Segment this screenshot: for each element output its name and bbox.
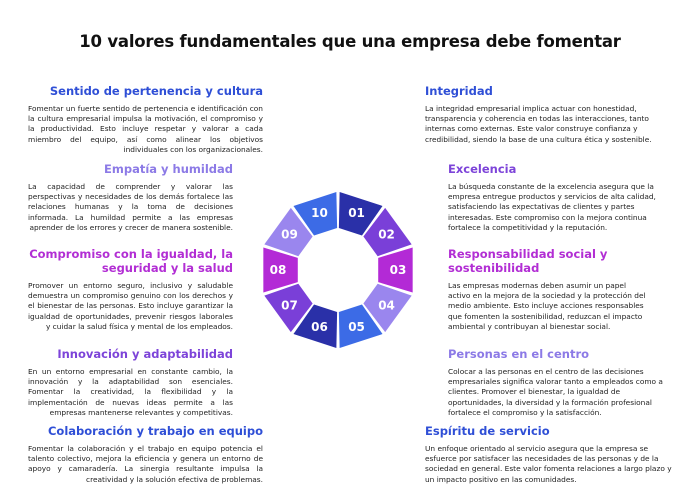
wheel-segment-label: 01 <box>348 205 365 220</box>
value-block-igualdad <box>28 247 233 332</box>
value-text: La capacidad de comprender y valorar las perspectivas y necesidades de los demás fortalece las relaciones humanas y la toma de decisiones informada. La humildad permite a las empresas aprender de los errores y crecer de manera sostenible. <box>28 182 233 232</box>
value-title: Compromiso con la igualdad, la seguridad y la salud <box>29 247 233 275</box>
value-text: La búsqueda constante de la excelencia asegura que la empresa entregue productos y servicios de alta calidad, satisfaciendo las expectativas de clientes y partes interesadas. Este compromiso con la mejora continua fortalece la competitividad y la reputación. <box>448 182 656 232</box>
wheel-segment-03 <box>378 247 412 292</box>
value-block-servicio <box>425 424 675 485</box>
value-block-responsabilidad <box>448 247 648 332</box>
value-block-integridad <box>425 84 675 145</box>
value-block-empatia <box>28 162 233 233</box>
value-title: Sentido de pertenencia y cultura <box>49 84 263 98</box>
wheel-segment-label: 07 <box>281 298 298 313</box>
value-title: Responsabilidad social y sostenibilidad <box>448 247 608 275</box>
wheel-segment-label: 02 <box>378 227 395 242</box>
wheel-segment-label: 03 <box>389 263 407 277</box>
value-text: En un entorno empresarial en constante cambio, la innovación y la adaptabilidad son esenciales. Fomentar la creatividad, la flexibilidad y la implementación de nuevas ideas permite a las empresas mantenerse relevantes y competitivas. <box>28 367 233 417</box>
value-block-innovacion <box>28 347 233 418</box>
wheel-segment-label: 05 <box>348 320 365 335</box>
value-title: Integridad <box>425 84 493 98</box>
page-title: 10 valores fundamentales que una empresa debe fomentar <box>79 32 621 51</box>
wheel-segment-label: 10 <box>311 205 328 220</box>
value-text: Promover un entorno seguro, inclusivo y saludable demuestra un compromiso genuino con los derechos y el bienestar de las personas. Esto incluye garantizar la igualdad de oportunidades, prevenir riesgos laborales y cuidar la salud física y mental de los empleados. <box>28 281 233 331</box>
value-title: Espíritu de servicio <box>425 424 550 438</box>
value-title: Personas en el centro <box>448 347 590 361</box>
values-wheel <box>258 190 418 350</box>
wheel-segment-label: 04 <box>378 298 395 313</box>
value-block-pertenencia <box>28 84 263 155</box>
value-text: Un enfoque orientado al servicio asegura que la empresa se esfuerce por satisfacer las necesidades de las personas y de la sociedad en general. Este valor fomenta relaciones a largo plazo y un impacto positivo en las comunidades. <box>425 444 672 484</box>
value-title: Colaboración y trabajo en equipo <box>47 424 263 438</box>
value-text: Fomentar la colaboración y el trabajo en equipo potencia el talento colectivo, mejora la eficiencia y genera un entorno de apoyo y camaradería. La sinergia resultante impulsa la creatividad y la solución efectiva de problemas. <box>28 444 263 484</box>
value-block-personas <box>448 347 675 418</box>
value-text: Colocar a las personas en el centro de las decisiones empresariales significa valorar tanto a empleados como a clientes. Promover el bienestar, la igualdad de oportunidades, la diversidad y la formación profesional fortalece el compromiso y la satisfacción. <box>448 367 663 417</box>
value-text: Las empresas modernas deben asumir un papel activo en la mejora de la sociedad y la protección del medio ambiente. Esto incluye acciones responsables que fomenten la sostenibilidad, reduzcan el impacto ambiental y contribuyan al bienestar social. <box>448 281 646 331</box>
value-title: Empatía y humildad <box>104 162 233 176</box>
value-title: Innovación y adaptabilidad <box>57 347 233 361</box>
wheel-segment-label: 08 <box>269 263 287 277</box>
value-text: Fomentar un fuerte sentido de pertenencia e identificación con la cultura empresarial impulsa la motivación, el compromiso y la productividad. Esto incluye respetar y valorar a cada miembro del equipo, así como alinear los objetivos individuales con los organizacionales. <box>28 104 263 154</box>
value-block-colaboracion <box>28 424 263 485</box>
wheel-segment-label: 06 <box>311 320 328 335</box>
wheel-segment-label: 09 <box>281 227 298 242</box>
value-title: Excelencia <box>448 162 517 176</box>
value-block-excelencia <box>448 162 675 233</box>
wheel-segment-08 <box>263 247 297 292</box>
value-text: La integridad empresarial implica actuar con honestidad, transparencia y coherencia en todas las interacciones, tanto internas como externas. Este valor construye confianza y credibilidad, siendo la base de una cultura ética y sostenible. <box>425 104 652 144</box>
